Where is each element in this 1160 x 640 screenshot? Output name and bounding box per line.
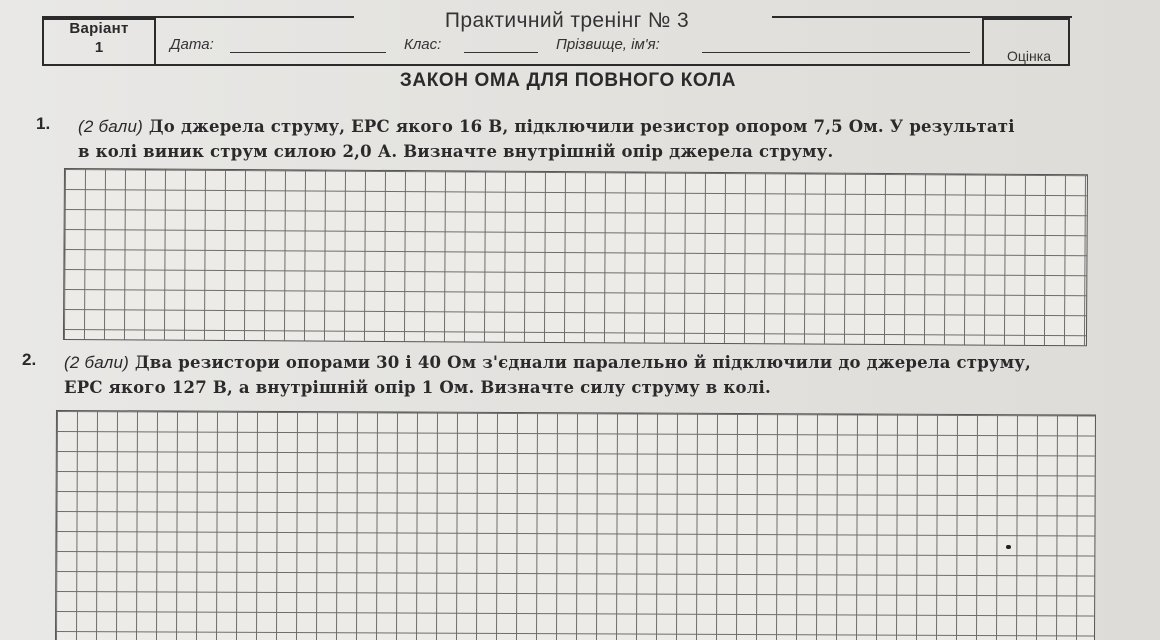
task-1-text (78, 114, 1015, 164)
task-1-line-2: в колі виник струм силою 2,0 А. Визначте внутрішній опір джерела струму. (78, 142, 834, 161)
class-label: Клас: (404, 36, 442, 53)
task-1-answer-grid[interactable] (63, 168, 1088, 346)
variant-number: 1 (94, 39, 104, 56)
worksheet-header (42, 9, 1072, 66)
name-field[interactable] (702, 52, 970, 53)
date-label: Дата: (170, 36, 214, 53)
task-2-text (64, 350, 1031, 400)
grade-label: Оцінка (1007, 48, 1051, 64)
document-title: ЗАКОН ОМА ДЛЯ ПОВНОГО КОЛА (399, 70, 737, 91)
name-label: Прізвище, ім'я: (556, 36, 660, 53)
variant-label: Варіант (69, 20, 129, 37)
date-field[interactable] (230, 52, 386, 53)
task-2-line-2: ЕРС якого 127 В, а внутрішній опір 1 Ом. Визначте силу струму в колі. (64, 378, 771, 397)
task-1-line-1: До джерела струму, ЕРС якого 16 В, підключили резистор опором 7,5 Ом. У результаті (148, 117, 1015, 136)
training-title: Практичний тренінг № 3 (444, 9, 690, 32)
task-2-points: (2 бали) (64, 353, 129, 372)
task-2-number: 2. (22, 350, 37, 369)
task-2-answer-grid[interactable] (55, 410, 1096, 640)
task-2-line-1: Два резистори опорами 30 і 40 Ом з'єднали паралельно й підключили до джерела струму, (134, 353, 1031, 372)
task-1-points: (2 бали) (78, 117, 143, 136)
class-field[interactable] (464, 52, 538, 53)
ink-speck (1006, 545, 1011, 549)
task-1-number: 1. (36, 114, 51, 133)
